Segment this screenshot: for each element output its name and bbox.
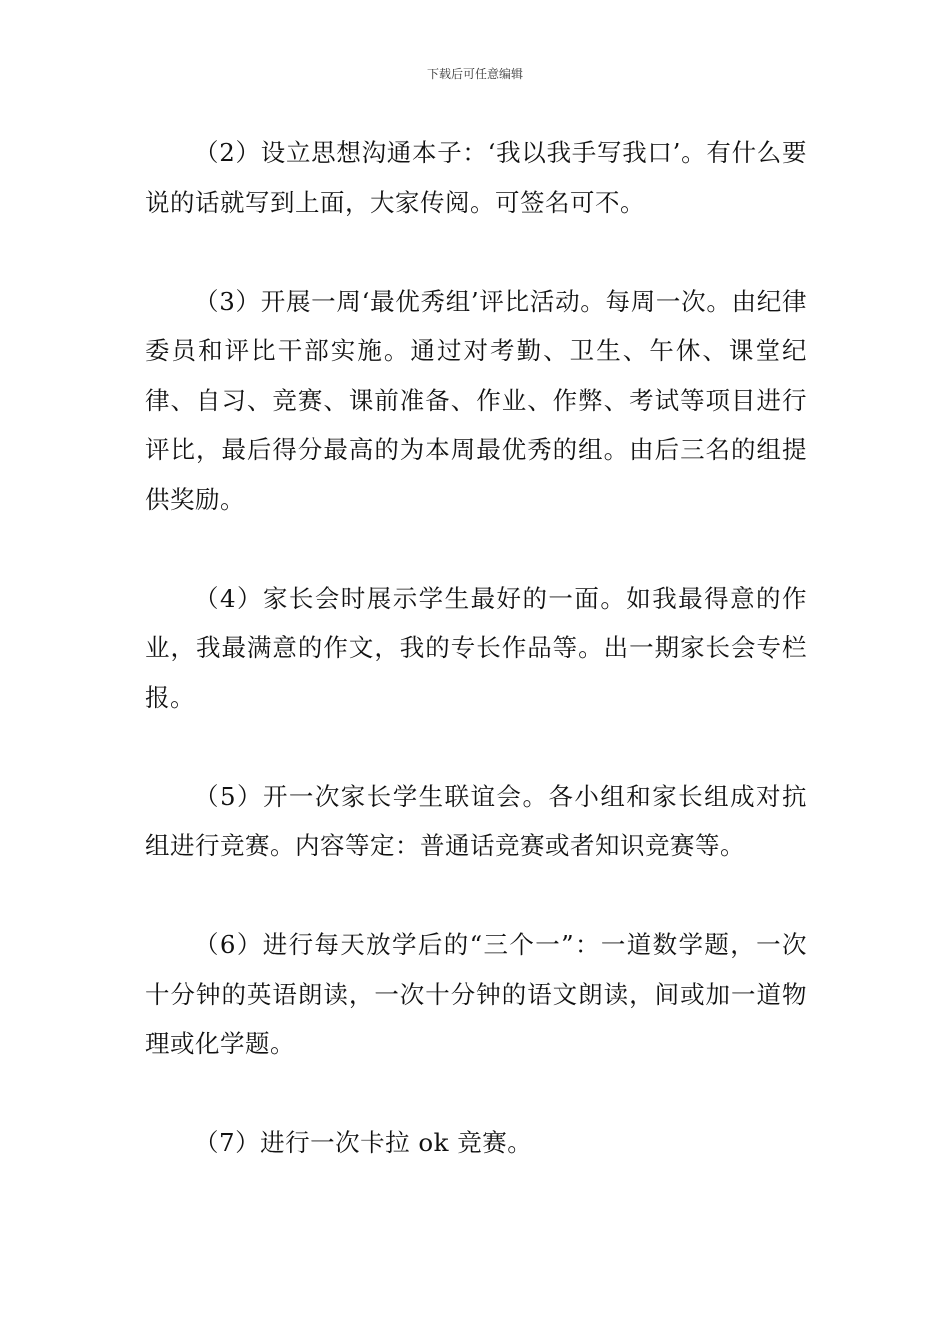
paragraph-4: （4）家长会时展示学生最好的一面。如我最得意的作业，我最满意的作文，我的专长作品等。出一期家长会专栏报。 (145, 583, 807, 712)
paragraph-spacer (145, 1069, 807, 1119)
paragraph-5: （5）开一次家长学生联谊会。各小组和家长组成对抗组进行竞赛。内容等定：普通话竞赛或者知识竞赛等。 (145, 781, 807, 860)
paragraph-7: （7）进行一次卡拉 ok 竞赛。 (194, 1128, 533, 1157)
paragraph-spacer (145, 227, 807, 277)
paragraph-spacer (145, 722, 807, 772)
paragraph-6: （6）进行每天放学后的“三个一”：一道数学题，一次十分钟的英语朗读，一次十分钟的语文朗读，间或加一道物理或化学题。 (145, 930, 807, 1058)
document-body (145, 128, 807, 1168)
paragraph-2: （2）设立思想沟通本子：‘我以我手写我口’。有什么要说的话就写到上面，大家传阅。可签名可不。 (145, 138, 807, 217)
page-header: 下载后可任意编辑 (426, 67, 523, 81)
paragraph-spacer (145, 524, 807, 574)
paragraph-3: （3）开展一周‘最优秀组’评比活动。每周一次。由纪律委员和评比干部实施。通过对考勤、卫生、午休、课堂纪律、自习、竞赛、课前准备、作业、作弊、考试等项目进行评比，最后得分最高的为本周最优秀的组。由后三名的组提供奖励。 (145, 286, 807, 514)
paragraph-spacer (145, 871, 807, 921)
